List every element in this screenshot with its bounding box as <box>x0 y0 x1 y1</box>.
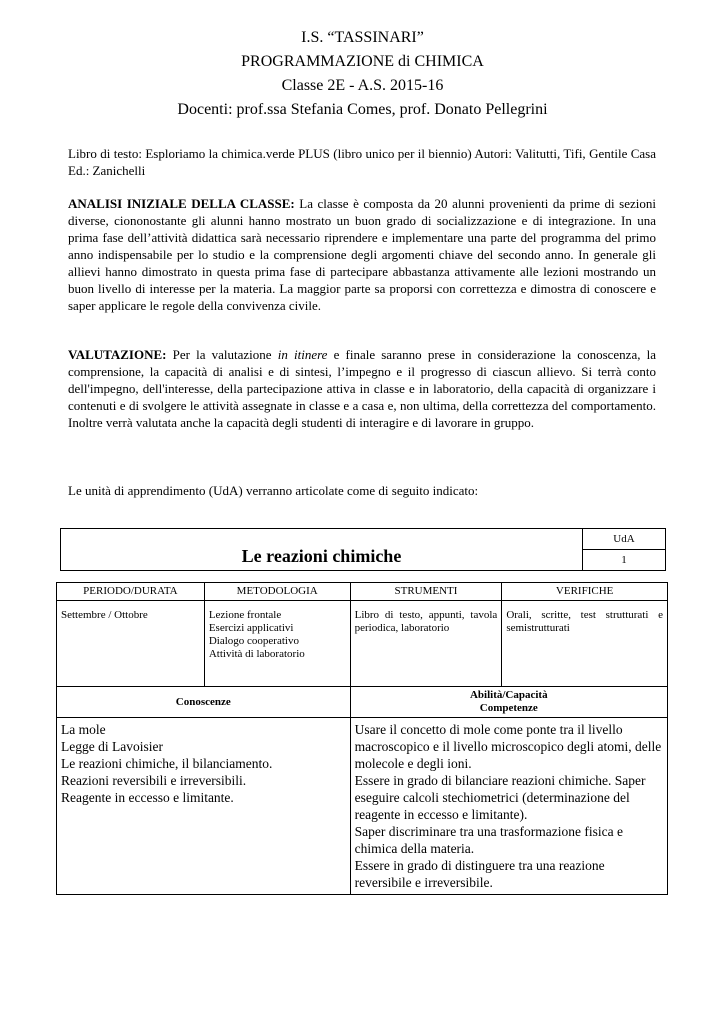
header-strumenti: STRUMENTI <box>350 583 502 601</box>
metodologia-item: Esercizi applicativi <box>208 622 294 634</box>
abilita-item: Usare il concetto di mole come ponte tra il livello macroscopico e il livello microscopico degli atomi, delle molecole e degli ioni. <box>354 722 662 771</box>
evaluation-text-before: Per la valutazione <box>166 347 278 362</box>
evaluation-label: VALUTAZIONE: <box>68 347 167 362</box>
cell-abilita <box>350 718 667 895</box>
cell-verifiche: Orali, scritte, test strutturati e semistrutturati <box>502 601 668 687</box>
cell-metodologia <box>204 601 350 687</box>
header-verifiche: VERIFICHE <box>502 583 668 601</box>
header-abilita-line2: Competenze <box>479 702 538 714</box>
school-name: I.S. “TASSINARI” <box>301 29 424 46</box>
conoscenze-item: Le reazioni chimiche, il bilanciamento. <box>61 756 273 771</box>
teachers: Docenti: prof.ssa Stefania Comes, prof. Donato Pellegrini <box>177 101 548 118</box>
uda-number: 1 <box>583 550 666 571</box>
abilita-item: Saper discriminare tra una trasformazione fisica e chimica della materia. <box>354 824 623 856</box>
uda-title: Le reazioni chimiche <box>61 529 583 571</box>
analysis-text: La classe è composta da 20 alunni provenienti da prime di sezioni diverse, ciononostante gli alunni hanno mostrato un buon grado di socializzazione e di integrazione. In una prima fase dell’attività didattica sarà necessario riprendere e implementare una parte del programma del primo anno indispensabile per lo studio e la comprensione degli argomenti chiave del secondo anno. In generale gli allievi hanno dimostrato in questa prima fase di partecipare abbastanza attivamente alle lezioni mostrando un buon livello di interesse per la materia. La maggior parte sa proporsi con correttezza e dimostra di conoscere e saper applicare le regole della convivenza civile. <box>68 196 656 313</box>
metodologia-item: Attività di laboratorio <box>208 648 305 660</box>
cell-periodo: Settembre / Ottobre <box>57 601 205 687</box>
abilita-item: Essere in grado di distinguere tra una reazione reversibile e irreversibile. <box>354 858 605 890</box>
uda-label: UdA <box>583 529 666 550</box>
uda-intro: Le unità di apprendimento (UdA) verranno articolate come di seguito indicato: <box>68 483 479 498</box>
class-year: Classe 2E - A.S. 2015-16 <box>281 77 444 94</box>
textbook-info: Libro di testo: Esploriamo la chimica.verde PLUS (libro unico per il biennio) Autori: Valitutti, Tifi, Gentile Casa Ed.: Zanichelli <box>68 146 656 178</box>
metodologia-item: Dialogo cooperativo <box>208 635 299 647</box>
conoscenze-item: Reazioni reversibili e irreversibili. <box>61 773 247 788</box>
uda-details-table <box>56 582 668 895</box>
header-conoscenze: Conoscenze <box>57 687 351 718</box>
metodologia-item: Lezione frontale <box>208 609 282 621</box>
conoscenze-item: La mole <box>61 722 106 737</box>
evaluation-paragraph <box>68 346 656 431</box>
uda-title-table <box>60 528 666 571</box>
conoscenze-item: Legge di Lavoisier <box>61 739 163 754</box>
header-metodologia: METODOLOGIA <box>204 583 350 601</box>
analysis-paragraph <box>68 195 656 314</box>
conoscenze-item: Reagente in eccesso e limitante. <box>61 790 234 805</box>
header-abilita-line1: Abilità/Capacità <box>469 689 548 701</box>
header-abilita <box>350 687 667 718</box>
abilita-item: Essere in grado di bilanciare reazioni chimiche. Saper eseguire calcoli stechiometrici (determinazione del reagente in eccesso e limitante). <box>354 773 646 822</box>
evaluation-italic: in itinere <box>277 347 328 362</box>
cell-conoscenze <box>57 718 351 895</box>
analysis-label: ANALISI INIZIALE DELLA CLASSE: <box>68 196 295 211</box>
document-header <box>0 26 725 122</box>
document-title: PROGRAMMAZIONE di CHIMICA <box>241 53 484 70</box>
header-periodo: PERIODO/DURATA <box>57 583 205 601</box>
evaluation-text-after: e finale saranno prese in considerazione la conoscenza, la comprensione, la capacità di analisi e di sintesi, l’impegno e il progresso di ciascun allievo. Si terrà conto dell'impegno, dell'interesse, della partecipazione attiva in classe e in laboratorio, della capacità di organizzare i contenuti e di svolgere le attività assegnate in classe e a casa e, non ultima, della correttezza del comportamento. Inoltre verrà valutata anche la capacità degli studenti di interagire e di lavorare in gruppo. <box>68 347 656 430</box>
cell-strumenti: Libro di testo, appunti, tavola periodica, laboratorio <box>350 601 502 687</box>
